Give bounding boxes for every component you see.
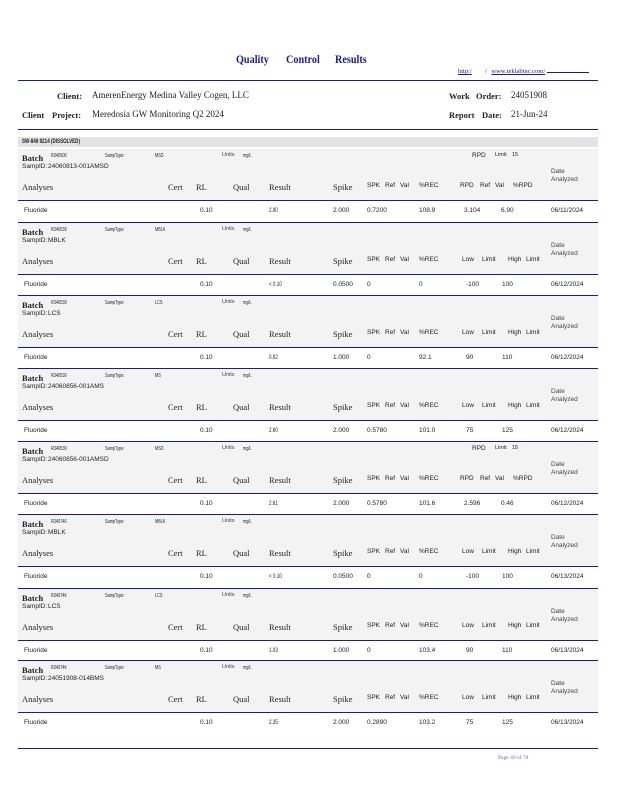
val-header: Val	[400, 694, 409, 701]
qc-block	[18, 515, 598, 579]
val-header: Val	[400, 548, 409, 555]
analyses-header: Analyses	[22, 329, 54, 339]
samptype-value: MBLK	[155, 227, 166, 233]
high-limit-value: 110	[502, 354, 513, 361]
samptype-value: MSD	[155, 153, 164, 159]
sampid-label: SampID:	[22, 237, 48, 244]
batch-id: R340539	[51, 446, 67, 452]
date-label: Date	[551, 680, 565, 687]
spk-header: SPK	[367, 694, 381, 701]
rec-header: %REC	[419, 182, 439, 189]
result-header: Result	[269, 622, 291, 632]
ref-header: Ref	[385, 402, 396, 409]
high-limit-value: 110	[502, 647, 513, 654]
batch-label: Batch	[22, 227, 44, 237]
spike-value: 0.0500	[333, 281, 353, 288]
units-label: Units	[222, 445, 235, 451]
result-value: 1.03	[269, 647, 278, 654]
sampid-value: LCS	[48, 603, 61, 610]
units-value: mg/L	[243, 665, 252, 671]
date-analyzed-value: 06/12/2024	[551, 354, 584, 361]
rl-header: RL	[196, 475, 207, 485]
spike-value: 0.0500	[333, 573, 353, 580]
sampid-label: SampID:	[22, 529, 48, 536]
analyzed-label: Analyzed	[551, 323, 578, 330]
result-header: Result	[269, 402, 291, 412]
rpd-limit-label: Limit	[495, 445, 507, 451]
result-value: 2.60	[269, 427, 278, 434]
analyzed-label: Analyzed	[551, 542, 578, 549]
rl-value: 0.10	[200, 573, 213, 580]
spike-header: Spike	[333, 182, 353, 192]
rec-value: 0	[419, 281, 423, 288]
sampid-label: SampID:	[22, 383, 48, 390]
units-label: Units	[222, 518, 235, 524]
units-label: Units	[222, 152, 235, 158]
qc-block	[18, 223, 598, 287]
cert-header: Cert	[168, 402, 183, 412]
low-limit-header: Limit	[482, 694, 496, 701]
samptype-label: SampType:	[105, 665, 125, 671]
low-limit-value: 75	[466, 719, 474, 726]
units-value: mg/L	[243, 446, 252, 452]
spike-header: Spike	[333, 256, 353, 266]
title-word-results: Results	[335, 52, 367, 66]
samptype-value: MBLK	[155, 519, 166, 525]
sampid-value: LCS	[48, 310, 61, 317]
units-label: Units	[222, 372, 235, 378]
qc-block	[18, 149, 598, 213]
spk-header: SPK	[367, 402, 381, 409]
high-limit-header: Limit	[526, 622, 540, 629]
batch-label: Batch	[22, 593, 44, 603]
date-analyzed-value: 06/12/2024	[551, 427, 584, 434]
low-limit-header: Limit	[482, 256, 496, 263]
high-header: High	[508, 329, 522, 336]
sampid-label: SampID:	[22, 603, 48, 610]
batch-id: R340746	[51, 519, 67, 525]
samptype-label: SampType:	[105, 300, 125, 306]
pct-rpd-header: %RPD	[513, 182, 533, 189]
title-word-control: Control	[286, 52, 320, 66]
website-link[interactable]: http:/ / www.teklabinc.com/	[458, 68, 589, 75]
cert-header: Cert	[168, 475, 183, 485]
footer-rule	[18, 748, 598, 749]
result-value: 0.92	[269, 354, 278, 361]
analyses-header: Analyses	[22, 622, 54, 632]
units-label: Units	[222, 226, 235, 232]
result-header: Result	[269, 475, 291, 485]
rpd-col-header: RPD	[460, 182, 474, 189]
spk-header: SPK	[367, 475, 381, 482]
analyte-name: Fluoride	[24, 500, 48, 507]
samptype-label: SampType:	[105, 593, 125, 599]
spk-ref-value: 0.5780	[367, 500, 387, 507]
spike-value: 2.000	[333, 427, 350, 434]
spike-value: 2.000	[333, 719, 350, 726]
batch-id: R340746	[51, 665, 67, 671]
sampid-value: MBLK	[48, 529, 66, 536]
analyzed-label: Analyzed	[551, 396, 578, 403]
batch-label: Batch	[22, 373, 44, 383]
spk-ref-value: 0.5780	[367, 427, 387, 434]
cert-header: Cert	[168, 694, 183, 704]
rl-value: 0.10	[200, 354, 213, 361]
report-date-value: 21-Jun-24	[511, 109, 548, 119]
qc-block	[18, 442, 598, 506]
rpd-ref-value: 3.104	[464, 207, 481, 214]
rl-value: 0.10	[200, 719, 213, 726]
units-value: mg/L	[243, 300, 252, 306]
units-label: Units	[222, 664, 235, 670]
date-analyzed-value: 06/13/2024	[551, 719, 584, 726]
analyses-header: Analyses	[22, 182, 54, 192]
rl-header: RL	[196, 622, 207, 632]
val-header: Val	[400, 622, 409, 629]
batch-label: Batch	[22, 446, 44, 456]
val-header: Val	[400, 256, 409, 263]
high-limit-value: 100	[502, 281, 513, 288]
rl-header: RL	[196, 694, 207, 704]
analyte-name: Fluoride	[24, 573, 48, 580]
ref-header: Ref	[385, 329, 396, 336]
cert-header: Cert	[168, 329, 183, 339]
rl-header: RL	[196, 548, 207, 558]
high-limit-header: Limit	[526, 402, 540, 409]
analyses-header: Analyses	[22, 402, 54, 412]
rl-header: RL	[196, 402, 207, 412]
rec-value: 92.1	[419, 354, 432, 361]
project-value: Meredosia GW Monitoring Q2 2024	[92, 109, 224, 119]
ref-header: Ref	[385, 256, 396, 263]
client-label: Client:	[57, 91, 83, 101]
low-header: Low	[462, 329, 474, 336]
batch-id: R340500	[51, 153, 67, 159]
header-top-rule	[18, 80, 598, 81]
rec-value: 103.4	[419, 647, 436, 654]
low-header: Low	[462, 694, 474, 701]
rpd-col-header: RPD	[460, 475, 474, 482]
analyte-name: Fluoride	[24, 281, 48, 288]
spike-header: Spike	[333, 402, 353, 412]
result-value: 2.90	[269, 207, 278, 214]
spk-header: SPK	[367, 256, 381, 263]
high-header: High	[508, 256, 522, 263]
low-limit-header: Limit	[482, 548, 496, 555]
result-value: < 0.10	[269, 281, 282, 288]
pct-rpd-header: %RPD	[513, 475, 533, 482]
analyte-name: Fluoride	[24, 354, 48, 361]
date-analyzed-value: 06/13/2024	[551, 647, 584, 654]
date-label: Date	[551, 168, 565, 175]
sampid-label: SampID:	[22, 456, 48, 463]
batch-id: R340539	[51, 227, 67, 233]
qual-header: Qual	[233, 402, 250, 412]
analyses-header: Analyses	[22, 694, 54, 704]
analyte-name: Fluoride	[24, 647, 48, 654]
cert-header: Cert	[168, 256, 183, 266]
spk-header: SPK	[367, 182, 381, 189]
title-word-quality: Quality	[236, 52, 269, 66]
low-header: Low	[462, 402, 474, 409]
rl-value: 0.10	[200, 500, 213, 507]
units-value: mg/L	[243, 519, 252, 525]
samptype-label: SampType:	[105, 519, 125, 525]
val-header: Val	[400, 402, 409, 409]
result-header: Result	[269, 182, 291, 192]
spike-value: 1.000	[333, 354, 350, 361]
client-value: AmerenEnergy Medina Valley Cogen, LLC	[92, 90, 249, 100]
units-label: Units	[222, 299, 235, 305]
result-value: < 0.10	[269, 573, 282, 580]
samptype-label: SampType:	[105, 227, 125, 233]
low-limit-value: 90	[466, 647, 474, 654]
analyzed-label: Analyzed	[551, 469, 578, 476]
units-label: Units	[222, 592, 235, 598]
report-label-1: Report	[449, 110, 475, 120]
qual-header: Qual	[233, 256, 250, 266]
high-header: High	[508, 402, 522, 409]
result-header: Result	[269, 329, 291, 339]
qc-block	[18, 369, 598, 433]
qc-block	[18, 589, 598, 653]
high-limit-header: Limit	[526, 329, 540, 336]
result-header: Result	[269, 548, 291, 558]
ref-header: Ref	[385, 548, 396, 555]
low-limit-header: Limit	[482, 402, 496, 409]
qual-header: Qual	[233, 548, 250, 558]
samptype-value: MS	[155, 665, 161, 671]
result-value: 2.35	[269, 719, 278, 726]
spk-header: SPK	[367, 329, 381, 336]
ref-header: Ref	[385, 182, 396, 189]
spike-header: Spike	[333, 694, 353, 704]
method-title: SW-846 9214 (DISSOLVED)	[22, 138, 80, 145]
pct-rpd-value: 0.46	[501, 500, 514, 507]
ref-header: Ref	[385, 475, 396, 482]
rpd-limit-label: Limit	[495, 152, 507, 158]
pct-rpd-value: 6.90	[501, 207, 514, 214]
spike-value: 1.000	[333, 647, 350, 654]
batch-label: Batch	[22, 300, 44, 310]
spike-value: 2.000	[333, 207, 350, 214]
spike-header: Spike	[333, 329, 353, 339]
units-value: mg/L	[243, 373, 252, 379]
rpd-ref-header: Ref	[480, 475, 491, 482]
batch-id: R340539	[51, 373, 67, 379]
val-header: Val	[400, 182, 409, 189]
analyzed-label: Analyzed	[551, 688, 578, 695]
page-number: Page 49 of 78	[498, 755, 529, 761]
project-label-1: Client	[22, 110, 45, 120]
date-analyzed-value: 06/12/2024	[551, 500, 584, 507]
rec-header: %REC	[419, 256, 439, 263]
high-header: High	[508, 622, 522, 629]
date-label: Date	[551, 608, 565, 615]
units-value: mg/L	[243, 153, 252, 159]
rpd-ref-value: 2.596	[464, 500, 481, 507]
rl-header: RL	[196, 256, 207, 266]
rec-header: %REC	[419, 475, 439, 482]
rec-header: %REC	[419, 402, 439, 409]
analyses-header: Analyses	[22, 475, 54, 485]
sampid-value: 24060856-001AMSD	[48, 456, 109, 463]
high-limit-value: 100	[502, 573, 513, 580]
analyzed-label: Analyzed	[551, 616, 578, 623]
spk-ref-value: 0	[367, 354, 371, 361]
rec-value: 103.2	[419, 719, 436, 726]
spk-ref-value: 0	[367, 281, 371, 288]
rpd-limit-value: 15	[512, 445, 519, 451]
samptype-value: LCS	[155, 593, 163, 599]
rpd-val-header: Val	[495, 182, 504, 189]
high-limit-header: Limit	[526, 256, 540, 263]
qual-header: Qual	[233, 694, 250, 704]
spike-value: 2.000	[333, 500, 350, 507]
rl-value: 0.10	[200, 647, 213, 654]
result-header: Result	[269, 694, 291, 704]
val-header: Val	[400, 329, 409, 336]
low-limit-value: -100	[466, 573, 480, 580]
batch-label: Batch	[22, 519, 44, 529]
method-header-bar	[18, 137, 598, 147]
sampid-label: SampID:	[22, 675, 48, 682]
work-order-value: 24051908	[511, 90, 547, 100]
spk-header: SPK	[367, 548, 381, 555]
qual-header: Qual	[233, 329, 250, 339]
low-header: Low	[462, 622, 474, 629]
rec-header: %REC	[419, 694, 439, 701]
qual-header: Qual	[233, 622, 250, 632]
rec-value: 0	[419, 573, 423, 580]
qual-header: Qual	[233, 475, 250, 485]
low-limit-value: -100	[466, 281, 480, 288]
date-label: Date	[551, 315, 565, 322]
low-header: Low	[462, 256, 474, 263]
samptype-value: MSD	[155, 446, 164, 452]
samptype-label: SampType:	[105, 153, 125, 159]
cert-header: Cert	[168, 182, 183, 192]
batch-label: Batch	[22, 665, 44, 675]
analyses-header: Analyses	[22, 548, 54, 558]
header-bottom-rule	[18, 129, 598, 130]
batch-label: Batch	[22, 153, 44, 163]
rec-value: 101.0	[419, 427, 436, 434]
rec-value: 108.9	[419, 207, 436, 214]
sampid-value: 24060813-001AMSD	[48, 163, 109, 170]
low-header: Low	[462, 548, 474, 555]
high-header: High	[508, 694, 522, 701]
date-analyzed-value: 06/13/2024	[551, 573, 584, 580]
ref-header: Ref	[385, 694, 396, 701]
rec-header: %REC	[419, 622, 439, 629]
date-label: Date	[551, 242, 565, 249]
rpd-limit-value: 15	[512, 152, 519, 158]
batch-id: R340539	[51, 300, 67, 306]
sampid-value: 24051908-014BMS	[48, 675, 105, 682]
date-analyzed-value: 06/11/2024	[551, 207, 584, 214]
high-limit-header: Limit	[526, 694, 540, 701]
analyte-name: Fluoride	[24, 719, 48, 726]
rec-header: %REC	[419, 548, 439, 555]
high-limit-header: Limit	[526, 548, 540, 555]
rl-header: RL	[196, 182, 207, 192]
result-header: Result	[269, 256, 291, 266]
samptype-label: SampType:	[105, 373, 125, 379]
analyte-name: Fluoride	[24, 207, 48, 214]
spk-header: SPK	[367, 622, 381, 629]
analyte-name: Fluoride	[24, 427, 48, 434]
samptype-value: LCS	[155, 300, 163, 306]
spk-ref-value: 0	[367, 573, 371, 580]
analyzed-label: Analyzed	[551, 250, 578, 257]
rl-value: 0.10	[200, 281, 213, 288]
low-limit-header: Limit	[482, 622, 496, 629]
sampid-label: SampID:	[22, 163, 48, 170]
rl-header: RL	[196, 329, 207, 339]
date-label: Date	[551, 388, 565, 395]
high-limit-value: 125	[502, 427, 513, 434]
work-label-1: Work	[449, 91, 470, 101]
sampid-value: MBLK	[48, 237, 66, 244]
cert-header: Cert	[168, 622, 183, 632]
rec-header: %REC	[419, 329, 439, 336]
spike-header: Spike	[333, 548, 353, 558]
rpd-label: RPD	[472, 152, 486, 159]
work-label-2: Order:	[476, 91, 502, 101]
spk-ref-value: 0.2890	[367, 719, 387, 726]
analyses-header: Analyses	[22, 256, 54, 266]
sampid-label: SampID:	[22, 310, 48, 317]
cert-header: Cert	[168, 548, 183, 558]
spk-ref-value: 0	[367, 647, 371, 654]
spike-header: Spike	[333, 475, 353, 485]
rpd-ref-header: Ref	[480, 182, 491, 189]
spk-ref-value: 0.7200	[367, 207, 387, 214]
ref-header: Ref	[385, 622, 396, 629]
rl-value: 0.10	[200, 427, 213, 434]
samptype-label: SampType:	[105, 446, 125, 452]
qual-header: Qual	[233, 182, 250, 192]
low-limit-value: 75	[466, 427, 474, 434]
report-label-2: Date:	[482, 110, 502, 120]
date-label: Date	[551, 534, 565, 541]
low-limit-header: Limit	[482, 329, 496, 336]
rpd-val-header: Val	[495, 475, 504, 482]
project-label-2: Project:	[52, 110, 82, 120]
rl-value: 0.10	[200, 207, 213, 214]
samptype-value: MS	[155, 373, 161, 379]
units-value: mg/L	[243, 593, 252, 599]
qc-block	[18, 296, 598, 360]
units-value: mg/L	[243, 227, 252, 233]
high-header: High	[508, 548, 522, 555]
batch-id: R340746	[51, 593, 67, 599]
low-limit-value: 90	[466, 354, 474, 361]
date-analyzed-value: 06/12/2024	[551, 281, 584, 288]
spike-header: Spike	[333, 622, 353, 632]
sampid-value: 24060856-001AMS	[48, 383, 105, 390]
val-header: Val	[400, 475, 409, 482]
result-value: 2.61	[269, 500, 278, 507]
high-limit-value: 125	[502, 719, 513, 726]
date-label: Date	[551, 461, 565, 468]
rpd-label: RPD	[472, 445, 486, 452]
analyzed-label: Analyzed	[551, 176, 578, 183]
qc-block	[18, 661, 598, 725]
rec-value: 101.6	[419, 500, 436, 507]
